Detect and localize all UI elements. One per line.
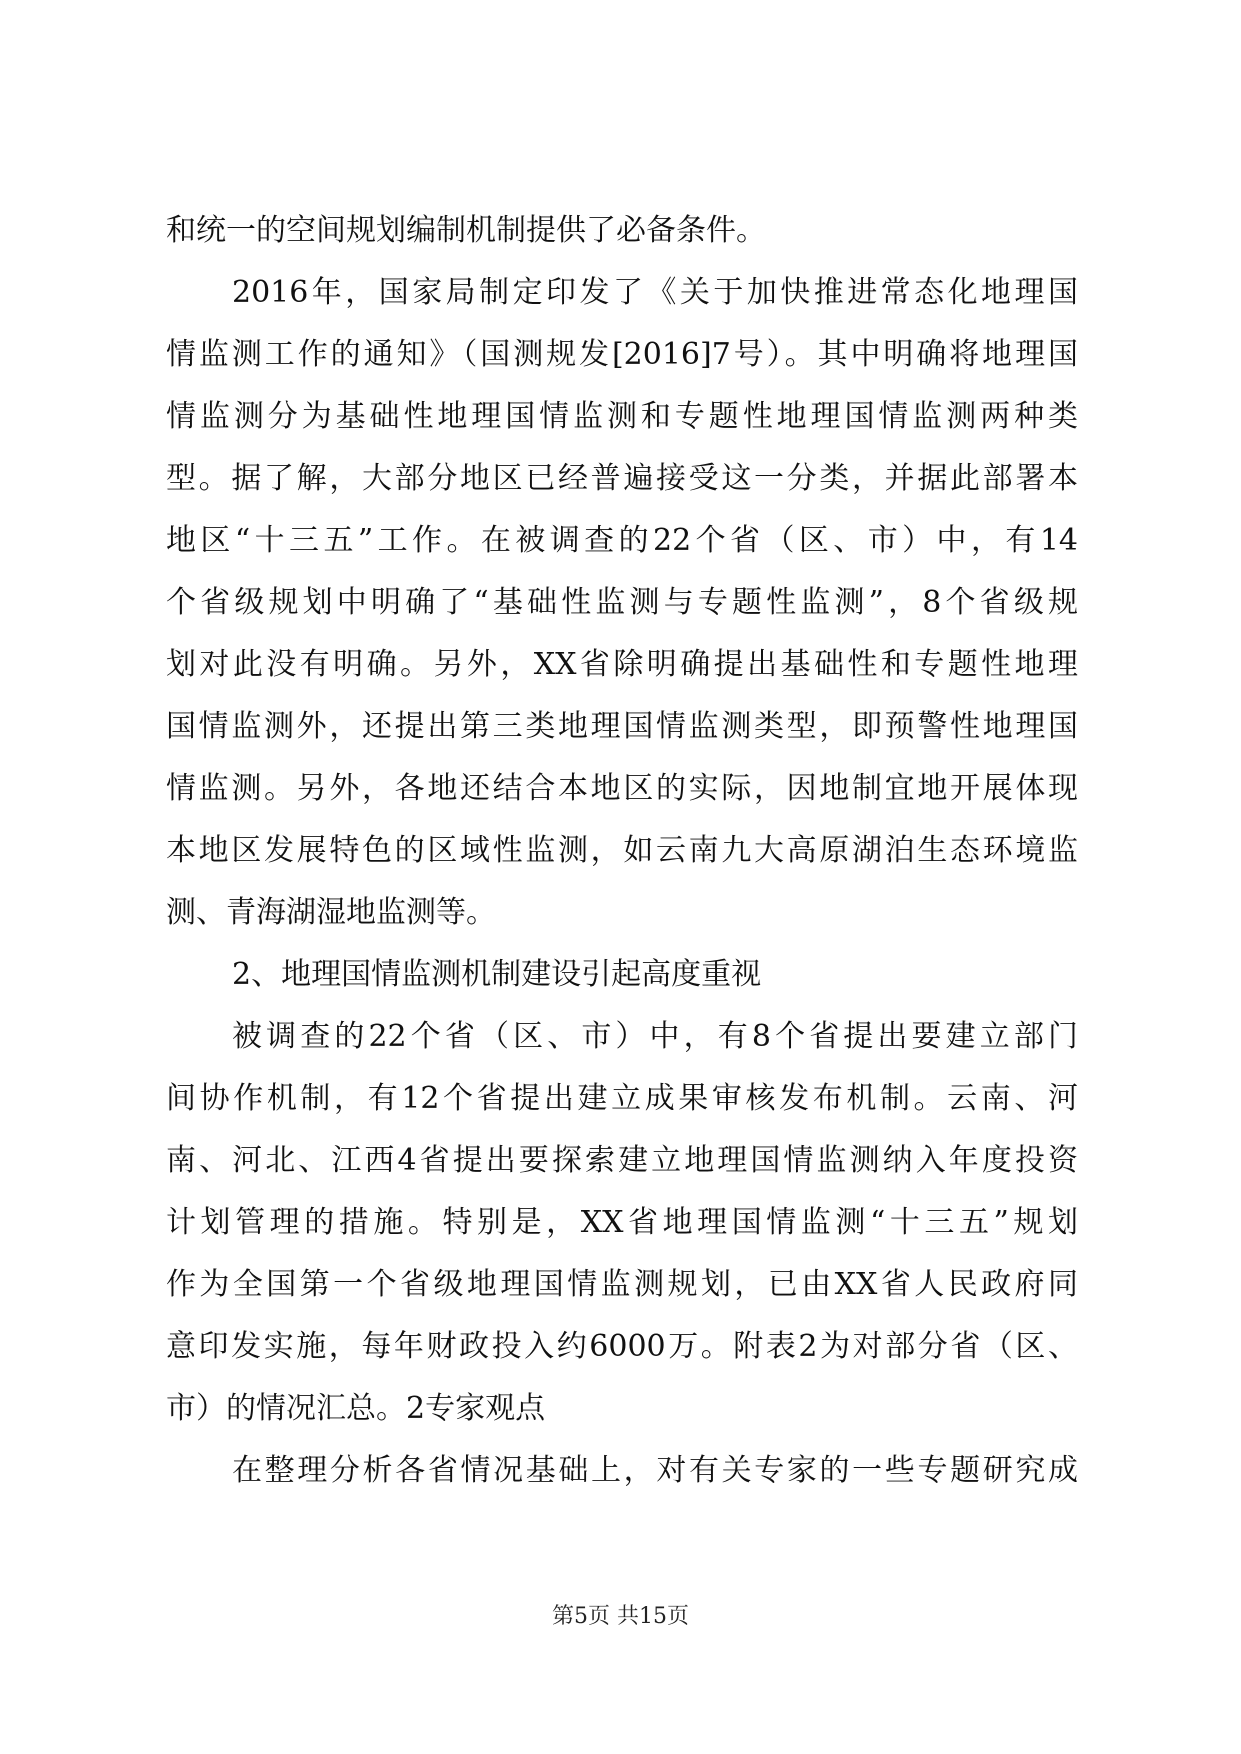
text-line: 型。据了解，大部分地区已经普遍接受这一分类，并据此部署本 [166,461,1078,496]
text-line: 地区“十三五”工作。在被调查的22个省（区、市）中，有14 [166,523,1078,558]
text-line: 测、青海湖湿地监测等。 [166,895,496,930]
text-line: 在整理分析各省情况基础上，对有关专家的一些专题研究成 [232,1453,1078,1488]
text-line: 被调查的22个省（区、市）中，有8个省提出要建立部门 [232,1019,1078,1054]
page-number-footer: 第5页 共15页 [552,1604,689,1629]
text-line: 市）的情况汇总。2专家观点 [166,1391,546,1426]
text-line: 情监测工作的通知》（国测规发[2016]7号）。其中明确将地理国 [166,337,1078,372]
text-line: 个省级规划中明确了“基础性监测与专题性监测”，8个省级规 [166,585,1078,620]
text-line: 南、河北、江西4省提出要探索建立地理国情监测纳入年度投资 [166,1143,1078,1178]
text-line: 划对此没有明确。另外，XX省除明确提出基础性和专题性地理 [166,647,1078,682]
text-line: 本地区发展特色的区域性监测，如云南九大高原湖泊生态环境监 [166,833,1078,868]
text-line: 2016年，国家局制定印发了《关于加快推进常态化地理国 [232,275,1078,310]
text-line: 意印发实施，每年财政投入约6000万。附表2为对部分省（区、 [166,1329,1078,1364]
section-heading: 2、地理国情监测机制建设引起高度重视 [232,957,762,992]
text-line: 国情监测外，还提出第三类地理国情监测类型，即预警性地理国 [166,709,1078,744]
text-line: 作为全国第一个省级地理国情监测规划，已由XX省人民政府同 [166,1267,1078,1302]
text-line: 间协作机制，有12个省提出建立成果审核发布机制。云南、河 [166,1081,1078,1116]
body-text [166,200,1078,1502]
text-line: 和统一的空间规划编制机制提供了必备条件。 [166,213,766,248]
text-line: 计划管理的措施。特别是，XX省地理国情监测“十三五”规划 [166,1205,1078,1240]
text-line: 情监测。另外，各地还结合本地区的实际，因地制宜地开展体现 [166,771,1078,806]
text-line: 情监测分为基础性地理国情监测和专题性地理国情监测两种类 [166,399,1078,434]
